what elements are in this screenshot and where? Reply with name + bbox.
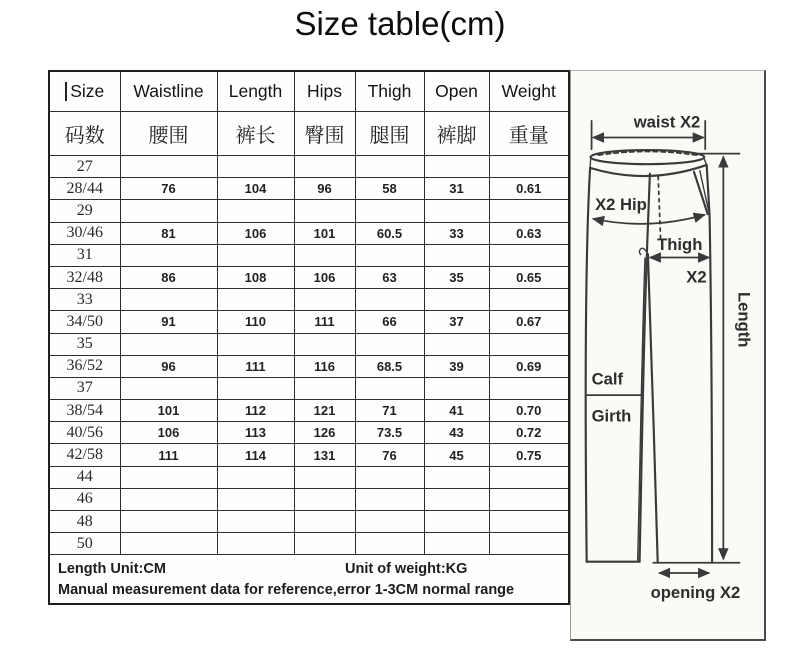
value-cell (217, 244, 294, 266)
value-cell: 0.67 (489, 311, 569, 333)
value-cell (355, 333, 424, 355)
value-cell: 106 (120, 422, 217, 444)
value-cell (424, 488, 489, 510)
value-cell (120, 488, 217, 510)
calf-dimension (586, 369, 640, 425)
size-table-grid (48, 70, 570, 605)
value-cell (294, 511, 355, 533)
size-cell: 40/56 (49, 422, 120, 444)
value-cell (217, 289, 294, 311)
value-cell: 113 (217, 422, 294, 444)
table-row (49, 333, 569, 355)
opening-label: opening X2 (650, 582, 741, 602)
value-cell: 111 (217, 355, 294, 377)
table-row (49, 511, 569, 533)
value-cell: 76 (355, 444, 424, 466)
col-header-waistline: Waistline (120, 71, 217, 112)
size-cell: 44 (49, 466, 120, 488)
value-cell (424, 466, 489, 488)
length-label: Length (734, 291, 754, 348)
value-cell (294, 200, 355, 222)
value-cell: 73.5 (355, 422, 424, 444)
table-row (49, 377, 569, 399)
value-cell (489, 377, 569, 399)
value-cell: 126 (294, 422, 355, 444)
value-cell (355, 466, 424, 488)
value-cell (294, 466, 355, 488)
value-cell: 106 (294, 266, 355, 288)
pants-diagram (571, 71, 764, 639)
size-cell: 31 (49, 244, 120, 266)
size-cell: 33 (49, 289, 120, 311)
value-cell: 31 (424, 178, 489, 200)
value-cell (120, 466, 217, 488)
value-cell (424, 377, 489, 399)
value-cell: 63 (355, 266, 424, 288)
table-row (49, 178, 569, 200)
table-row (49, 311, 569, 333)
value-cell: 68.5 (355, 355, 424, 377)
value-cell: 112 (217, 400, 294, 422)
size-table (48, 70, 570, 605)
thigh-dimension (650, 235, 708, 286)
value-cell (355, 488, 424, 510)
value-cell (217, 333, 294, 355)
value-cell: 60.5 (355, 222, 424, 244)
col-header-length-zh: 裤长 (217, 112, 294, 156)
calf-label-line2: Girth (591, 406, 632, 426)
table-footer-row (49, 555, 569, 605)
size-cell: 27 (49, 156, 120, 178)
value-cell (294, 244, 355, 266)
value-cell (489, 333, 569, 355)
value-cell (355, 200, 424, 222)
weight-unit-label: Unit of weight:KG (345, 561, 468, 578)
value-cell: 0.69 (489, 355, 569, 377)
value-cell (489, 511, 569, 533)
value-cell: 96 (294, 178, 355, 200)
col-header-weight-zh: 重量 (489, 112, 569, 156)
col-header-open-zh: 裤脚 (424, 112, 489, 156)
value-cell: 131 (294, 444, 355, 466)
value-cell: 33 (424, 222, 489, 244)
value-cell (424, 156, 489, 178)
value-cell: 0.61 (489, 178, 569, 200)
col-header-hips-zh: 臀围 (294, 112, 355, 156)
col-header-thigh-zh: 腿围 (355, 112, 424, 156)
value-cell (489, 488, 569, 510)
value-cell: 101 (294, 222, 355, 244)
value-cell (355, 244, 424, 266)
size-cell: 35 (49, 333, 120, 355)
value-cell: 110 (217, 311, 294, 333)
table-row (49, 533, 569, 555)
table-row (49, 444, 569, 466)
size-cell: 46 (49, 488, 120, 510)
size-cell: 29 (49, 200, 120, 222)
left-outer-seam (586, 168, 590, 562)
value-cell (355, 377, 424, 399)
opening-dimension (651, 573, 741, 602)
col-header-size-label: Size (70, 81, 105, 101)
table-row (49, 156, 569, 178)
col-header-weight: Weight (489, 71, 569, 112)
length-unit-label: Length Unit:CM (58, 561, 166, 578)
value-cell: 39 (424, 355, 489, 377)
value-cell: 111 (120, 444, 217, 466)
value-cell (217, 377, 294, 399)
value-cell (294, 289, 355, 311)
value-cell (489, 244, 569, 266)
value-cell (120, 377, 217, 399)
size-cell: 50 (49, 533, 120, 555)
table-row (49, 466, 569, 488)
table-row (49, 200, 569, 222)
col-header-thigh: Thigh (355, 71, 424, 112)
value-cell: 0.75 (489, 444, 569, 466)
value-cell (489, 289, 569, 311)
value-cell (489, 156, 569, 178)
value-cell (120, 533, 217, 555)
value-cell (294, 156, 355, 178)
value-cell: 86 (120, 266, 217, 288)
value-cell (294, 333, 355, 355)
hip-label: X2 Hip (595, 195, 647, 215)
value-cell (424, 511, 489, 533)
value-cell: 114 (217, 444, 294, 466)
waist-dimension (592, 113, 706, 150)
col-header-size (49, 71, 120, 112)
value-cell: 0.63 (489, 222, 569, 244)
thigh-x2-label: X2 (686, 267, 707, 287)
value-cell: 121 (294, 400, 355, 422)
value-cell: 91 (120, 311, 217, 333)
page-title: Size table(cm) (294, 5, 506, 42)
col-header-hips: Hips (294, 71, 355, 112)
value-cell: 116 (294, 355, 355, 377)
value-cell: 58 (355, 178, 424, 200)
size-table-body (49, 156, 569, 555)
waistband-bottom (590, 165, 707, 176)
calf-label-line1: Calf (591, 369, 624, 389)
size-cell: 42/58 (49, 444, 120, 466)
value-cell: 101 (120, 400, 217, 422)
value-cell (489, 200, 569, 222)
value-cell: 43 (424, 422, 489, 444)
value-cell: 104 (217, 178, 294, 200)
table-row (49, 422, 569, 444)
value-cell (489, 533, 569, 555)
value-cell: 41 (424, 400, 489, 422)
value-cell (424, 244, 489, 266)
right-inseam (648, 254, 658, 563)
value-cell (217, 200, 294, 222)
col-header-waistline-zh: 腰围 (120, 112, 217, 156)
value-cell: 66 (355, 311, 424, 333)
value-cell (217, 533, 294, 555)
size-cell: 36/52 (49, 355, 120, 377)
value-cell (120, 156, 217, 178)
table-row (49, 355, 569, 377)
table-row (49, 400, 569, 422)
thigh-label: Thigh (657, 235, 703, 255)
col-header-length: Length (217, 71, 294, 112)
value-cell: 0.72 (489, 422, 569, 444)
value-cell (120, 200, 217, 222)
size-cell: 48 (49, 511, 120, 533)
value-cell (489, 466, 569, 488)
center-crease-line (647, 174, 650, 252)
waist-label: waist X2 (633, 112, 701, 132)
value-cell: 108 (217, 266, 294, 288)
value-cell (355, 156, 424, 178)
value-cell: 106 (217, 222, 294, 244)
size-cell: 28/44 (49, 178, 120, 200)
size-cell: 38/54 (49, 400, 120, 422)
right-outer-seam (707, 165, 712, 562)
value-cell (424, 289, 489, 311)
value-cell: 0.70 (489, 400, 569, 422)
pants-diagram-panel (570, 70, 766, 641)
value-cell: 0.65 (489, 266, 569, 288)
value-cell (424, 533, 489, 555)
value-cell (355, 533, 424, 555)
value-cell (120, 244, 217, 266)
col-header-open: Open (424, 71, 489, 112)
table-row (49, 266, 569, 288)
value-cell (120, 333, 217, 355)
col-header-size-zh: 码数 (49, 112, 120, 156)
value-cell: 81 (120, 222, 217, 244)
value-cell (424, 200, 489, 222)
header-row-en (49, 71, 569, 112)
table-footer-cell (49, 555, 569, 605)
table-row (49, 222, 569, 244)
fly-dashed-line (658, 177, 660, 241)
value-cell: 71 (355, 400, 424, 422)
value-cell (355, 289, 424, 311)
value-cell (294, 533, 355, 555)
crotch-notch (639, 248, 646, 254)
value-cell (120, 511, 217, 533)
value-cell (120, 289, 217, 311)
value-cell (424, 333, 489, 355)
size-cell: 37 (49, 377, 120, 399)
value-cell (217, 511, 294, 533)
table-row (49, 244, 569, 266)
table-row (49, 289, 569, 311)
size-cell: 34/50 (49, 311, 120, 333)
value-cell: 35 (424, 266, 489, 288)
value-cell (355, 511, 424, 533)
header-row-zh (49, 112, 569, 156)
value-cell: 76 (120, 178, 217, 200)
value-cell: 96 (120, 355, 217, 377)
value-cell: 37 (424, 311, 489, 333)
value-cell: 45 (424, 444, 489, 466)
table-row (49, 488, 569, 510)
value-cell (294, 488, 355, 510)
size-cell: 30/46 (49, 222, 120, 244)
value-cell: 111 (294, 311, 355, 333)
size-cell: 32/48 (49, 266, 120, 288)
value-cell (217, 466, 294, 488)
value-cell (217, 156, 294, 178)
measurement-note: Manual measurement data for reference,error 1-3CM normal range (58, 582, 515, 599)
value-cell (217, 488, 294, 510)
value-cell (294, 377, 355, 399)
text-cursor (65, 82, 67, 101)
